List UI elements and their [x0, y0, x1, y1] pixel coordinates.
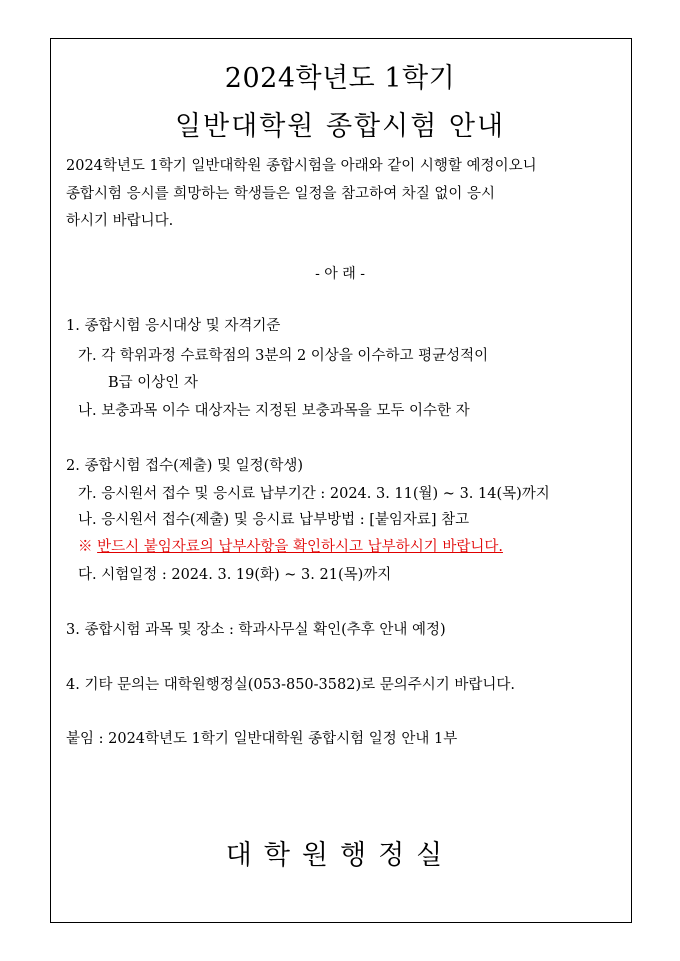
section2-heading: 2. 종합시험 접수(제출) 및 일정(학생) [66, 458, 303, 474]
section2-notice [78, 537, 503, 557]
page-title-line2: 일반대학원 종합시험 안내 [174, 111, 506, 142]
notice-mark-icon: ※ [78, 539, 93, 555]
section1-item-na: 나. 보충과목 이수 대상자는 지정된 보충과목을 모두 이수한 자 [78, 403, 470, 419]
section4-heading: 4. 기타 문의는 대학원행정실(053-850-3582)로 문의주시기 바랍니다. [66, 677, 516, 693]
intro-line-1: 2024학년도 1학기 일반대학원 종합시험을 아래와 같이 시행할 예정이오니 [66, 158, 537, 174]
signature-office: 대학원행정실 [225, 840, 455, 871]
intro-line-3: 하시기 바랍니다. [66, 213, 174, 229]
section2-item-na: 나. 응시원서 접수(제출) 및 응시료 납부방법 : [붙임자료] 참고 [78, 512, 470, 528]
section1-heading: 1. 종합시험 응시대상 및 자격기준 [66, 318, 281, 334]
page-title-line1: 2024학년도 1학기 [224, 63, 456, 94]
section3-heading: 3. 종합시험 과목 및 장소 : 학과사무실 확인(추후 안내 예정) [66, 622, 446, 638]
below-marker: - 아 래 - [315, 266, 365, 282]
section1-item-ga-line1: 가. 각 학위과정 수료학점의 3분의 2 이상을 이수하고 평균성적이 [78, 348, 489, 364]
attachment-note: 붙임 : 2024학년도 1학기 일반대학원 종합시험 일정 안내 1부 [66, 731, 458, 747]
section2-item-da: 다. 시험일정 : 2024. 3. 19(화) ~ 3. 21(목)까지 [78, 567, 392, 583]
notice-text: 반드시 붙임자료의 납부사항을 확인하시고 납부하시기 바랍니다. [97, 539, 503, 555]
intro-line-2: 종합시험 응시를 희망하는 학생들은 일정을 참고하여 차질 없이 응시 [66, 186, 496, 202]
section2-item-ga: 가. 응시원서 접수 및 응시료 납부기간 : 2024. 3. 11(월) ~ 3. 14(목)까지 [78, 486, 550, 502]
section1-item-ga-line2: B급 이상인 자 [108, 375, 198, 391]
